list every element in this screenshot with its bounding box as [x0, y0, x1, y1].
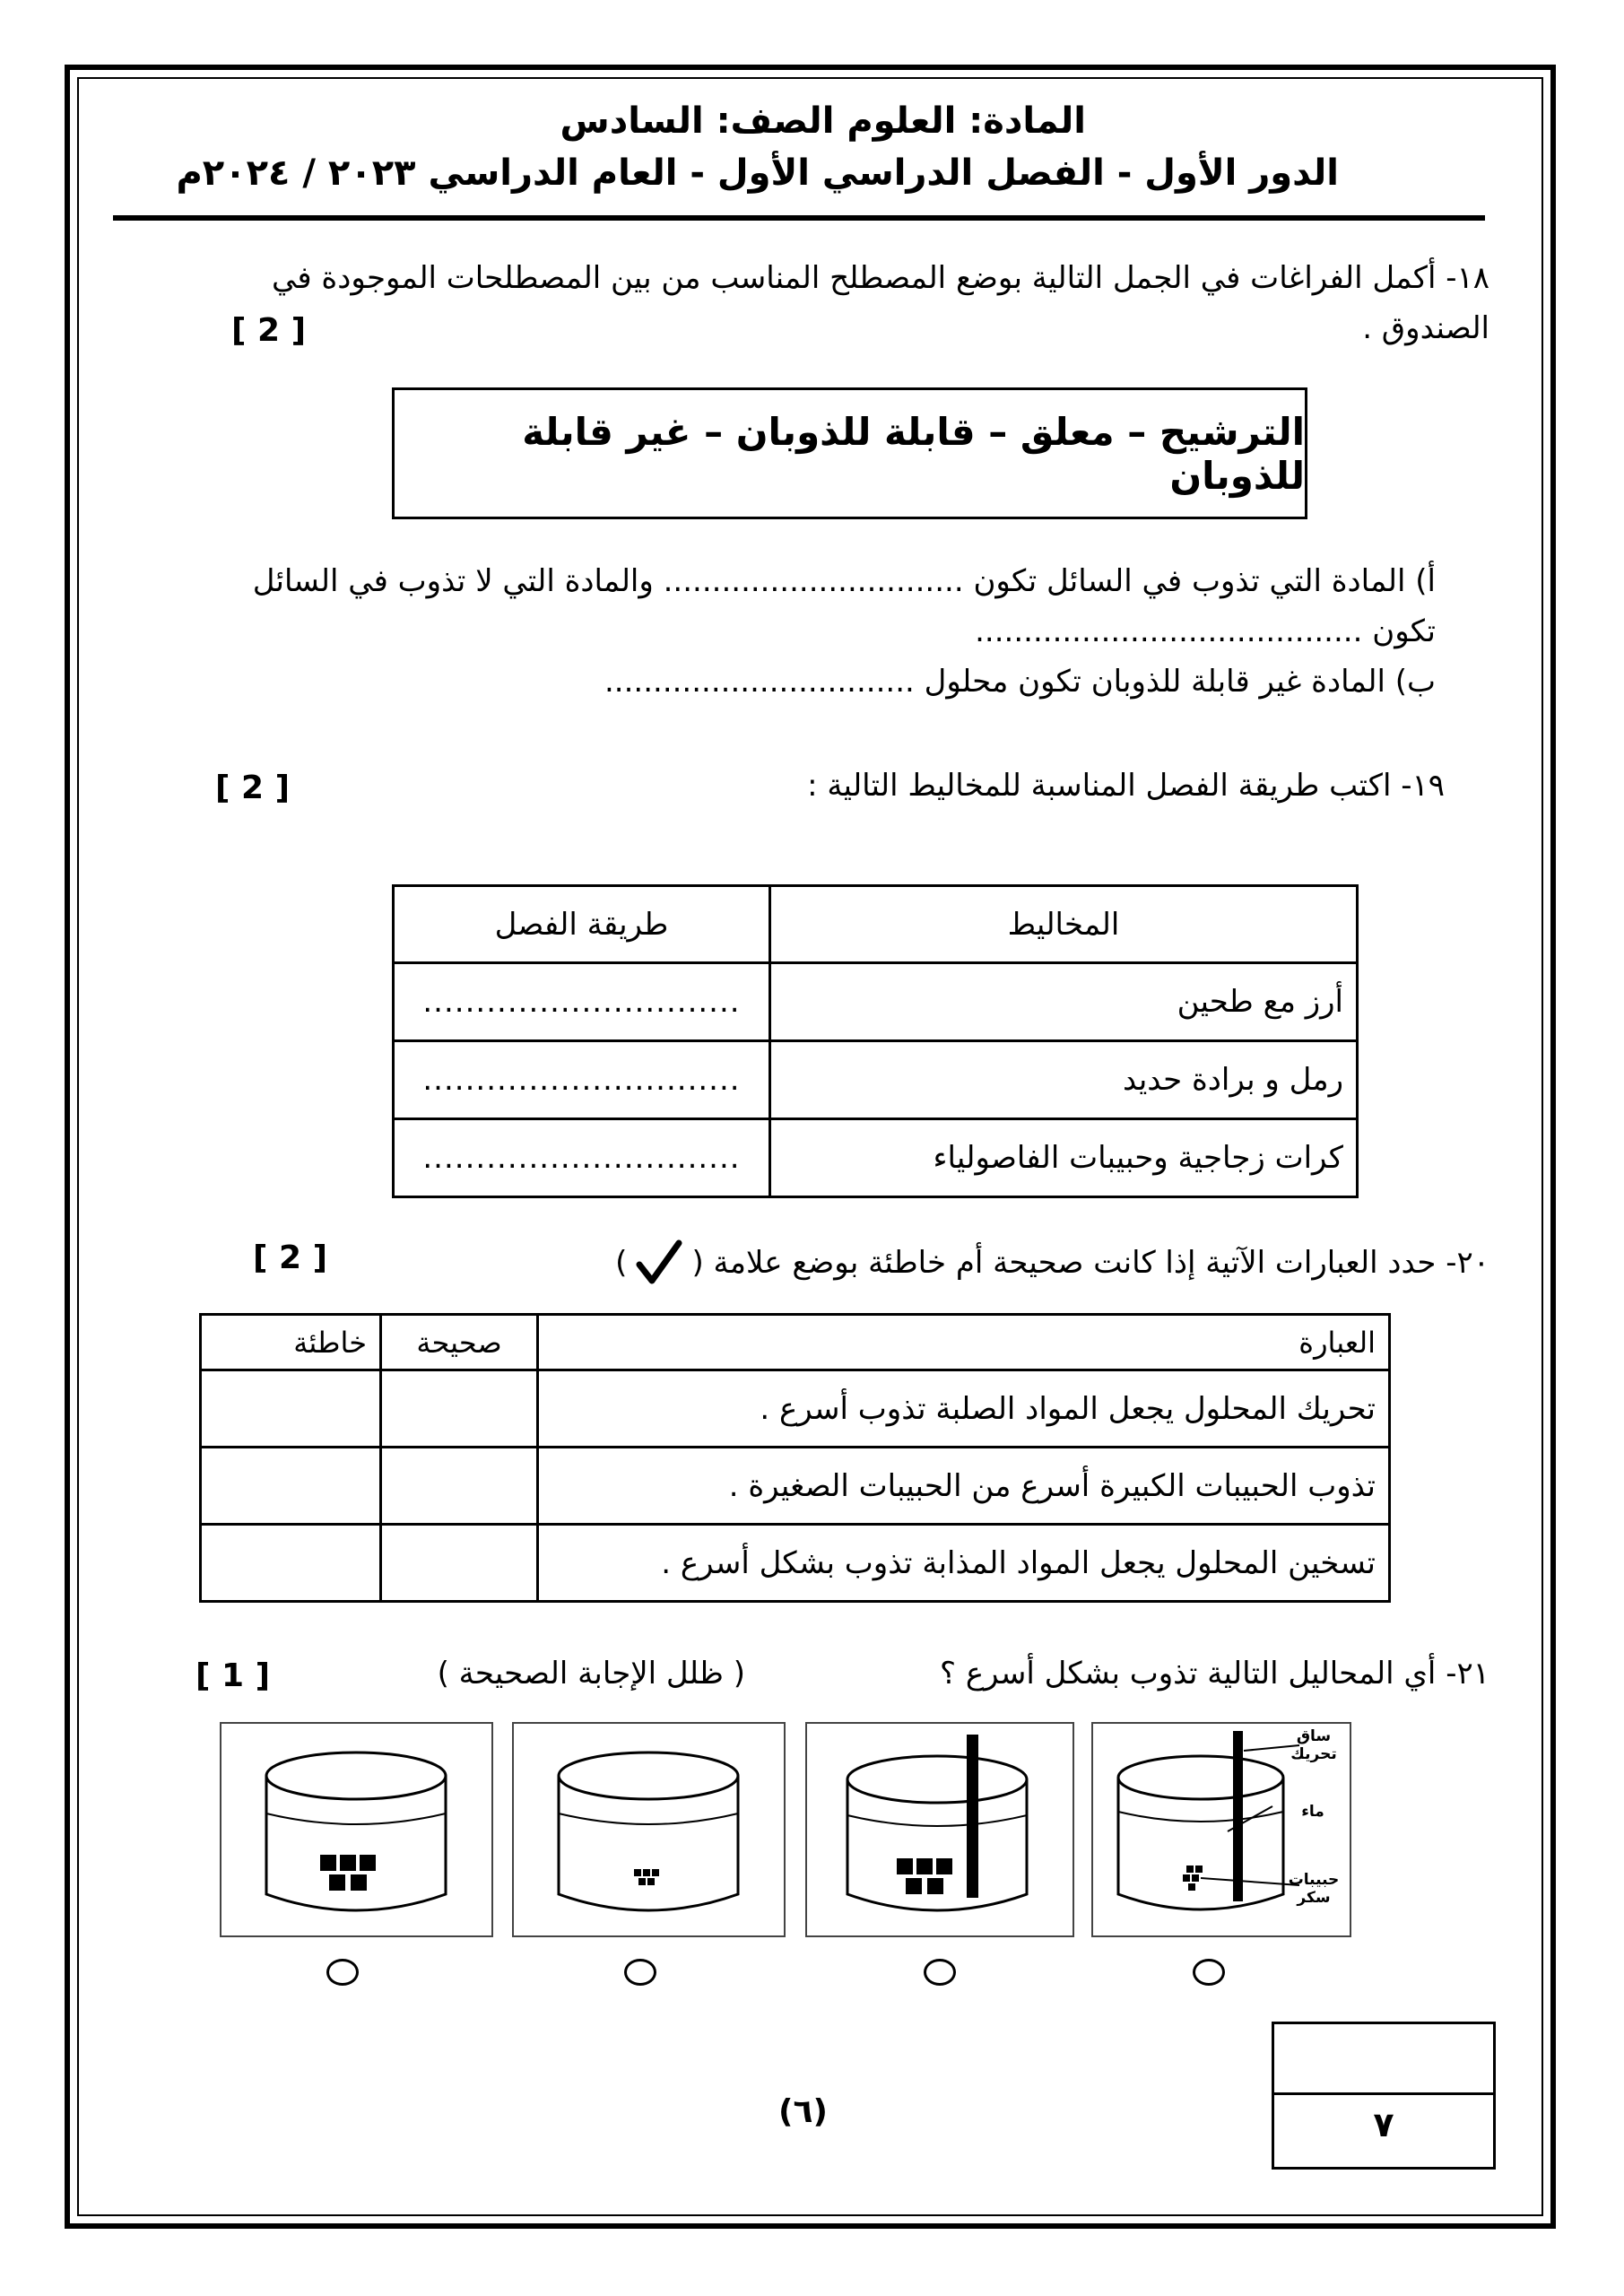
mixture-cell: أرز مع طحين	[770, 963, 1358, 1041]
q21-marks: [ 1 ]	[195, 1657, 271, 1694]
table-row	[201, 1525, 1390, 1602]
method-header: طريقة الفصل	[394, 886, 770, 963]
true-answer-cell[interactable]	[381, 1525, 538, 1602]
false-answer-cell[interactable]	[201, 1370, 381, 1448]
table-row	[394, 963, 1358, 1041]
header-term-year: الدور الأول - الفصل الدراسي الأول - العام الدراسي ٢٠٢٣ / ٢٠٢٤م	[176, 152, 1339, 194]
method-answer-field[interactable]: ..............................	[394, 963, 770, 1041]
false-answer-cell[interactable]	[201, 1448, 381, 1525]
q18-a-line1[interactable]: أ) المادة التي تذوب في السائل تكون ............................... والمادة التي لا تذوب في السائل	[252, 563, 1436, 599]
q18-marks: [ 2 ]	[231, 312, 307, 349]
q20-prompt: ٢٠- حدد العبارات الآتية إذا كانت صحيحة أم خاطئة بوضع علامة (	[691, 1245, 1489, 1281]
statement-cell: تذوب الحبيبات الكبيرة أسرع من الحبيبات الصغيرة .	[538, 1448, 1390, 1525]
mixture-cell: رمل و برادة حديد	[770, 1041, 1358, 1119]
q18-b-line[interactable]: ب) المادة غير قابلة للذوبان تكون محلول ................................	[604, 664, 1436, 700]
sugar-label: حبيبات سكر	[1288, 1871, 1340, 1907]
true-answer-cell[interactable]	[381, 1370, 538, 1448]
beaker-large-grains-icon	[220, 1722, 493, 1937]
score-box	[1272, 2022, 1496, 2170]
checkmark-icon	[634, 1238, 684, 1288]
q19-marks: [ 2 ]	[215, 770, 291, 806]
mixture-cell: كرات زجاجية وحبيبات الفاصولياء	[770, 1119, 1358, 1197]
answer-circle-1[interactable]	[1193, 1959, 1225, 1986]
q19-table	[392, 884, 1359, 1198]
statement-header: العبارة	[538, 1315, 1390, 1370]
q21-prompt: ٢١- أي المحاليل التالية تذوب بشكل أسرع ؟	[939, 1656, 1489, 1692]
table-row	[201, 1370, 1390, 1448]
score-box-divider	[1274, 2092, 1493, 2095]
header-subject-grade: المادة: العلوم الصف: السادس	[560, 100, 1086, 142]
header-rule	[113, 215, 1485, 221]
water-label: ماء	[1301, 1803, 1324, 1821]
page-number: (٦)	[778, 2093, 828, 2130]
method-answer-field[interactable]: ..............................	[394, 1119, 770, 1197]
stirrer-label: ساق تحريك	[1290, 1727, 1337, 1763]
q18-prompt-line1: ١٨- أكمل الفراغات في الجمل التالية بوضع المصطلح المناسب من بين المصطلحات الموجودة في	[272, 260, 1489, 296]
table-row	[394, 1119, 1358, 1197]
true-answer-cell[interactable]	[381, 1448, 538, 1525]
q18-prompt-line2: الصندوق .	[1362, 310, 1489, 346]
q20-table	[199, 1313, 1391, 1603]
term-box	[392, 387, 1307, 519]
statement-cell: تحريك المحلول يجعل المواد الصلبة تذوب أسرع .	[538, 1370, 1390, 1448]
q20-marks: [ 2 ]	[253, 1239, 328, 1276]
term-box-text: الترشيح – معلق – قابلة للذوبان – غير قابلة للذوبان	[522, 409, 1305, 498]
q18-a-line2[interactable]: تكون ........................................	[975, 613, 1436, 649]
table-header-row	[394, 886, 1358, 963]
false-answer-cell[interactable]	[201, 1525, 381, 1602]
answer-circle-2[interactable]	[924, 1959, 956, 1986]
q19-prompt: ١٩- اكتب طريقة الفصل المناسبة للمخاليط التالية :	[807, 768, 1445, 804]
beaker-small-grains-icon	[512, 1722, 786, 1937]
false-header: خاطئة	[201, 1315, 381, 1370]
method-answer-field[interactable]: ..............................	[394, 1041, 770, 1119]
q21-hint: ( ظلل الإجابة الصحيحة )	[437, 1656, 745, 1692]
beaker-stirred-large-grains-icon	[805, 1722, 1074, 1937]
score-value: ٧	[1373, 2105, 1394, 2144]
answer-circle-4[interactable]	[326, 1959, 359, 1986]
table-header-row	[201, 1315, 1390, 1370]
q20-close-paren: )	[615, 1245, 628, 1281]
answer-circle-3[interactable]	[624, 1959, 656, 1986]
q20-prompt-group	[615, 1238, 1489, 1288]
table-row	[394, 1041, 1358, 1119]
table-row	[201, 1448, 1390, 1525]
statement-cell: تسخين المحلول يجعل المواد المذابة تذوب بشكل أسرع .	[538, 1525, 1390, 1602]
mixtures-header: المخاليط	[770, 886, 1358, 963]
true-header: صحيحة	[381, 1315, 538, 1370]
